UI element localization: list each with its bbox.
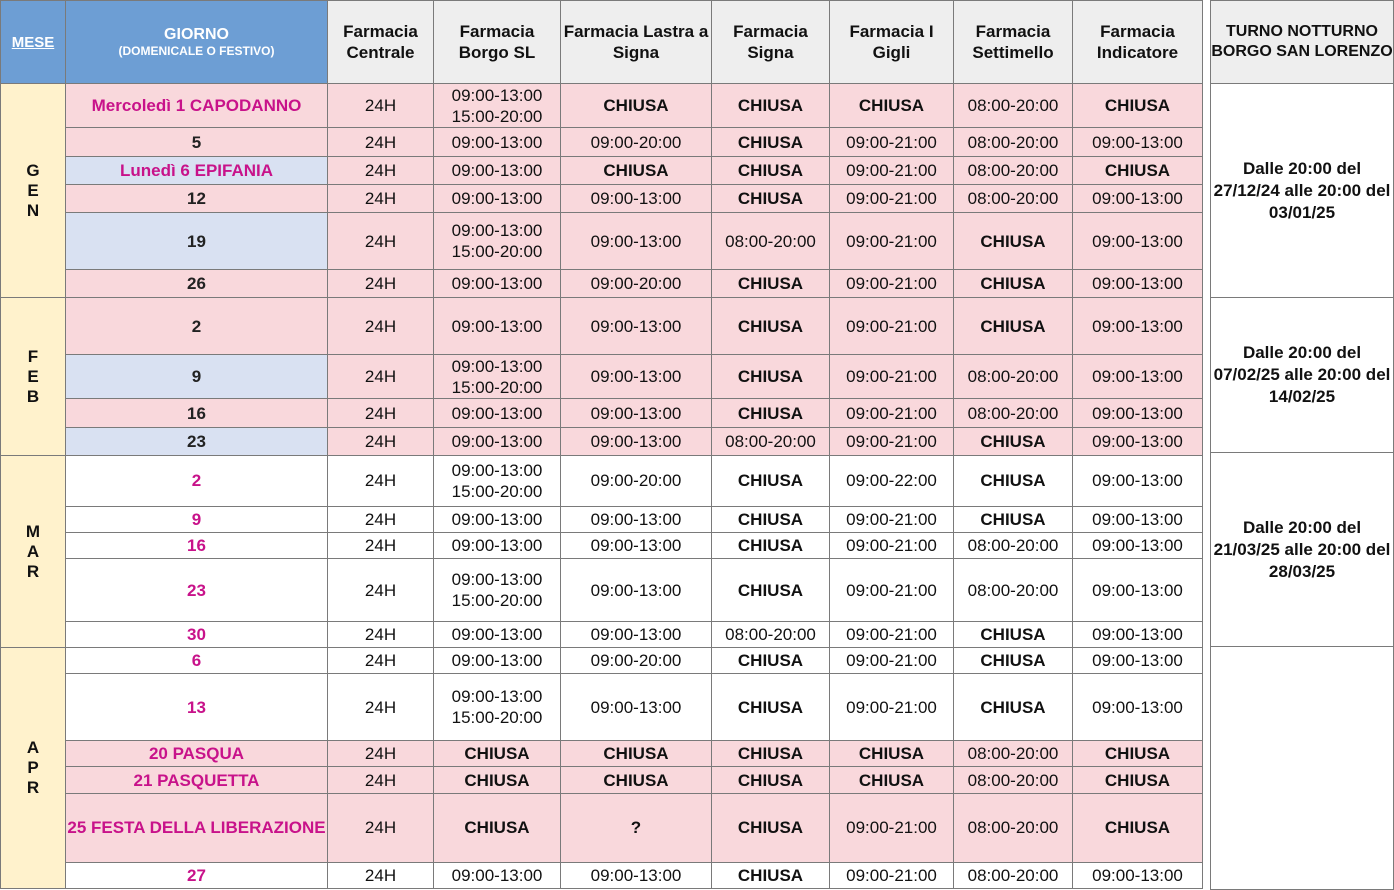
day-cell: Lunedì 6 EPIFANIA xyxy=(66,156,328,184)
cell-centrale: 24H xyxy=(328,156,434,184)
header-centrale: Farmacia Centrale xyxy=(328,1,434,84)
cell-settimello: 08:00-20:00 xyxy=(954,185,1073,213)
schedule-row xyxy=(1,128,1203,156)
cell-indicatore: CHIUSA xyxy=(1073,741,1203,767)
cell-borgo: 09:00-13:00 15:00-20:00 xyxy=(434,456,561,507)
day-cell: 23 xyxy=(66,559,328,622)
cell-indicatore: CHIUSA xyxy=(1073,156,1203,184)
cell-gigli: 09:00-21:00 xyxy=(830,862,954,888)
night-shift-gen: Dalle 20:00 del 27/12/24 alle 20:00 del 03/01/25 xyxy=(1211,84,1394,298)
cell-centrale: 24H xyxy=(328,621,434,647)
cell-gigli: CHIUSA xyxy=(830,767,954,793)
cell-settimello: CHIUSA xyxy=(954,213,1073,270)
cell-lastra: 09:00-13:00 xyxy=(561,298,712,355)
day-cell: 16 xyxy=(66,532,328,558)
month-letter: P xyxy=(27,758,39,778)
cell-signa: CHIUSA xyxy=(712,532,830,558)
cell-borgo: CHIUSA xyxy=(434,741,561,767)
cell-borgo: 09:00-13:00 xyxy=(434,532,561,558)
schedule-row xyxy=(1,427,1203,455)
cell-indicatore: 09:00-13:00 xyxy=(1073,862,1203,888)
cell-centrale: 24H xyxy=(328,128,434,156)
cell-signa: CHIUSA xyxy=(712,767,830,793)
month-letter: R xyxy=(26,778,40,798)
cell-settimello: 08:00-20:00 xyxy=(954,793,1073,862)
cell-lastra: 09:00-20:00 xyxy=(561,648,712,674)
cell-indicatore: CHIUSA xyxy=(1073,793,1203,862)
cell-centrale: 24H xyxy=(328,862,434,888)
header-giorno-label: GIORNO xyxy=(164,26,229,43)
cell-lastra: ? xyxy=(561,793,712,862)
cell-settimello: CHIUSA xyxy=(954,298,1073,355)
cell-signa: CHIUSA xyxy=(712,128,830,156)
cell-settimello: 08:00-20:00 xyxy=(954,354,1073,398)
cell-signa: CHIUSA xyxy=(712,674,830,741)
cell-borgo: 09:00-13:00 xyxy=(434,185,561,213)
cell-settimello: 08:00-20:00 xyxy=(954,741,1073,767)
cell-indicatore: 09:00-13:00 xyxy=(1073,298,1203,355)
cell-borgo: CHIUSA xyxy=(434,793,561,862)
day-cell: 30 xyxy=(66,621,328,647)
cell-signa: CHIUSA xyxy=(712,156,830,184)
cell-gigli: 09:00-21:00 xyxy=(830,185,954,213)
cell-lastra: 09:00-13:00 xyxy=(561,506,712,532)
cell-centrale: 24H xyxy=(328,793,434,862)
cell-centrale: 24H xyxy=(328,767,434,793)
cell-lastra: CHIUSA xyxy=(561,84,712,128)
cell-lastra: 09:00-13:00 xyxy=(561,862,712,888)
cell-borgo: 09:00-13:00 xyxy=(434,128,561,156)
cell-settimello: 08:00-20:00 xyxy=(954,862,1073,888)
month-letter: F xyxy=(27,346,39,366)
cell-centrale: 24H xyxy=(328,354,434,398)
cell-lastra: 09:00-20:00 xyxy=(561,270,712,298)
header-borgo: Farmacia Borgo SL xyxy=(434,1,561,84)
cell-signa: CHIUSA xyxy=(712,741,830,767)
schedule-row xyxy=(1,741,1203,767)
day-cell: 9 xyxy=(66,506,328,532)
cell-gigli: 09:00-21:00 xyxy=(830,793,954,862)
month-cell-mar xyxy=(1,456,66,648)
cell-indicatore: 09:00-13:00 xyxy=(1073,532,1203,558)
cell-signa: CHIUSA xyxy=(712,298,830,355)
cell-lastra: 09:00-13:00 xyxy=(561,621,712,647)
cell-lastra: CHIUSA xyxy=(561,741,712,767)
schedule-row xyxy=(1,399,1203,427)
day-cell: 20 PASQUA xyxy=(66,741,328,767)
month-cell-feb xyxy=(1,298,66,456)
cell-borgo: 09:00-13:00 xyxy=(434,156,561,184)
header-giorno xyxy=(66,1,328,84)
cell-settimello: CHIUSA xyxy=(954,648,1073,674)
cell-signa: CHIUSA xyxy=(712,506,830,532)
cell-indicatore: 09:00-13:00 xyxy=(1073,674,1203,741)
cell-settimello: 08:00-20:00 xyxy=(954,767,1073,793)
cell-indicatore: 09:00-13:00 xyxy=(1073,559,1203,622)
cell-borgo: 09:00-13:00 xyxy=(434,270,561,298)
cell-borgo: 09:00-13:00 15:00-20:00 xyxy=(434,354,561,398)
cell-settimello: 08:00-20:00 xyxy=(954,532,1073,558)
cell-indicatore: 09:00-13:00 xyxy=(1073,648,1203,674)
day-cell: 9 xyxy=(66,354,328,398)
month-letter: R xyxy=(26,561,40,581)
cell-lastra: 09:00-13:00 xyxy=(561,399,712,427)
cell-settimello: 08:00-20:00 xyxy=(954,399,1073,427)
day-cell: 23 xyxy=(66,427,328,455)
header-lastra: Farmacia Lastra a Signa xyxy=(561,1,712,84)
night-shift-feb: Dalle 20:00 del 07/02/25 alle 20:00 del 14/02/25 xyxy=(1211,298,1394,453)
schedule-row xyxy=(1,298,1203,355)
header-row xyxy=(1,1,1203,84)
cell-gigli: 09:00-21:00 xyxy=(830,298,954,355)
cell-signa: 08:00-20:00 xyxy=(712,213,830,270)
cell-indicatore: 09:00-13:00 xyxy=(1073,354,1203,398)
cell-gigli: 09:00-21:00 xyxy=(830,270,954,298)
cell-lastra: 09:00-20:00 xyxy=(561,128,712,156)
cell-borgo: 09:00-13:00 15:00-20:00 xyxy=(434,84,561,128)
month-letter: G xyxy=(26,160,40,180)
header-giorno-sub: (DOMENICALE O FESTIVO) xyxy=(118,44,275,58)
cell-lastra: 09:00-13:00 xyxy=(561,213,712,270)
cell-gigli: 09:00-22:00 xyxy=(830,456,954,507)
day-cell: 16 xyxy=(66,399,328,427)
schedule-row xyxy=(1,532,1203,558)
cell-centrale: 24H xyxy=(328,741,434,767)
month-letter: B xyxy=(26,386,40,406)
month-letter: A xyxy=(26,738,40,758)
header-mese: MESE xyxy=(1,1,66,84)
cell-indicatore: 09:00-13:00 xyxy=(1073,427,1203,455)
night-shift-table xyxy=(1210,0,1394,890)
cell-indicatore: 09:00-13:00 xyxy=(1073,185,1203,213)
header-signa: Farmacia Signa xyxy=(712,1,830,84)
schedule-row xyxy=(1,767,1203,793)
cell-lastra: 09:00-13:00 xyxy=(561,559,712,622)
day-cell: 2 xyxy=(66,298,328,355)
cell-signa: CHIUSA xyxy=(712,270,830,298)
cell-borgo: 09:00-13:00 xyxy=(434,506,561,532)
schedule-row xyxy=(1,674,1203,741)
cell-lastra: CHIUSA xyxy=(561,767,712,793)
cell-indicatore: 09:00-13:00 xyxy=(1073,621,1203,647)
cell-indicatore: 09:00-13:00 xyxy=(1073,128,1203,156)
header-settimello: Farmacia Settimello xyxy=(954,1,1073,84)
cell-gigli: 09:00-21:00 xyxy=(830,427,954,455)
day-cell: 26 xyxy=(66,270,328,298)
cell-borgo: 09:00-13:00 xyxy=(434,648,561,674)
schedule-row xyxy=(1,456,1203,507)
cell-gigli: 09:00-21:00 xyxy=(830,648,954,674)
night-shift-mar: Dalle 20:00 del 21/03/25 alle 20:00 del 28/03/25 xyxy=(1211,453,1394,647)
cell-signa: CHIUSA xyxy=(712,456,830,507)
cell-lastra: CHIUSA xyxy=(561,156,712,184)
schedule-row xyxy=(1,793,1203,862)
cell-gigli: 09:00-21:00 xyxy=(830,156,954,184)
month-cell-apr xyxy=(1,648,66,889)
cell-borgo: CHIUSA xyxy=(434,767,561,793)
day-cell: 5 xyxy=(66,128,328,156)
cell-lastra: 09:00-13:00 xyxy=(561,354,712,398)
cell-signa: CHIUSA xyxy=(712,399,830,427)
cell-indicatore: 09:00-13:00 xyxy=(1073,456,1203,507)
schedule-row xyxy=(1,213,1203,270)
day-cell: 21 PASQUETTA xyxy=(66,767,328,793)
cell-settimello: 08:00-20:00 xyxy=(954,559,1073,622)
cell-borgo: 09:00-13:00 xyxy=(434,621,561,647)
cell-centrale: 24H xyxy=(328,213,434,270)
cell-gigli: 09:00-21:00 xyxy=(830,532,954,558)
night-shift-panel xyxy=(1210,0,1394,889)
cell-gigli: 09:00-21:00 xyxy=(830,674,954,741)
cell-gigli: 09:00-21:00 xyxy=(830,621,954,647)
cell-centrale: 24H xyxy=(328,648,434,674)
cell-settimello: CHIUSA xyxy=(954,621,1073,647)
cell-signa: CHIUSA xyxy=(712,793,830,862)
cell-gigli: 09:00-21:00 xyxy=(830,354,954,398)
cell-signa: CHIUSA xyxy=(712,354,830,398)
cell-borgo: 09:00-13:00 xyxy=(434,427,561,455)
cell-signa: CHIUSA xyxy=(712,862,830,888)
cell-borgo: 09:00-13:00 15:00-20:00 xyxy=(434,559,561,622)
cell-lastra: 09:00-13:00 xyxy=(561,674,712,741)
schedule-row xyxy=(1,270,1203,298)
cell-lastra: 09:00-13:00 xyxy=(561,185,712,213)
schedule-row xyxy=(1,156,1203,184)
schedule-row xyxy=(1,84,1203,128)
cell-gigli: 09:00-21:00 xyxy=(830,559,954,622)
cell-centrale: 24H xyxy=(328,298,434,355)
cell-settimello: 08:00-20:00 xyxy=(954,128,1073,156)
month-letter: M xyxy=(25,521,41,541)
cell-lastra: 09:00-20:00 xyxy=(561,456,712,507)
cell-signa: CHIUSA xyxy=(712,185,830,213)
cell-gigli: 09:00-21:00 xyxy=(830,399,954,427)
schedule-body xyxy=(1,84,1203,889)
cell-signa: CHIUSA xyxy=(712,84,830,128)
cell-signa: CHIUSA xyxy=(712,559,830,622)
cell-gigli: 09:00-21:00 xyxy=(830,128,954,156)
day-cell: 13 xyxy=(66,674,328,741)
schedule-row xyxy=(1,354,1203,398)
cell-indicatore: 09:00-13:00 xyxy=(1073,399,1203,427)
cell-settimello: CHIUSA xyxy=(954,674,1073,741)
cell-borgo: 09:00-13:00 xyxy=(434,862,561,888)
cell-settimello: CHIUSA xyxy=(954,270,1073,298)
cell-gigli: 09:00-21:00 xyxy=(830,506,954,532)
cell-settimello: CHIUSA xyxy=(954,506,1073,532)
cell-gigli: 09:00-21:00 xyxy=(830,213,954,270)
cell-indicatore: 09:00-13:00 xyxy=(1073,506,1203,532)
month-letter: E xyxy=(27,180,39,200)
cell-centrale: 24H xyxy=(328,456,434,507)
day-cell: 19 xyxy=(66,213,328,270)
month-letter: E xyxy=(27,366,39,386)
cell-signa: 08:00-20:00 xyxy=(712,427,830,455)
cell-gigli: CHIUSA xyxy=(830,741,954,767)
cell-centrale: 24H xyxy=(328,399,434,427)
cell-centrale: 24H xyxy=(328,674,434,741)
header-indicatore: Farmacia Indicatore xyxy=(1073,1,1203,84)
cell-borgo: 09:00-13:00 xyxy=(434,298,561,355)
schedule-row xyxy=(1,648,1203,674)
cell-indicatore: CHIUSA xyxy=(1073,84,1203,128)
month-letter: N xyxy=(26,200,40,220)
cell-indicatore: 09:00-13:00 xyxy=(1073,270,1203,298)
night-shift-apr-empty xyxy=(1211,647,1394,890)
month-cell-gen xyxy=(1,84,66,298)
day-cell: 6 xyxy=(66,648,328,674)
schedule-row xyxy=(1,559,1203,622)
day-cell: 25 FESTA DELLA LIBERAZIONE xyxy=(66,793,328,862)
cell-borgo: 09:00-13:00 15:00-20:00 xyxy=(434,213,561,270)
schedule-row xyxy=(1,621,1203,647)
header-gigli: Farmacia I Gigli xyxy=(830,1,954,84)
cell-centrale: 24H xyxy=(328,506,434,532)
day-cell: 27 xyxy=(66,862,328,888)
cell-settimello: CHIUSA xyxy=(954,456,1073,507)
cell-borgo: 09:00-13:00 15:00-20:00 xyxy=(434,674,561,741)
month-letter: A xyxy=(26,541,40,561)
cell-indicatore: CHIUSA xyxy=(1073,767,1203,793)
cell-settimello: 08:00-20:00 xyxy=(954,84,1073,128)
cell-lastra: 09:00-13:00 xyxy=(561,427,712,455)
cell-centrale: 24H xyxy=(328,532,434,558)
cell-signa: 08:00-20:00 xyxy=(712,621,830,647)
cell-centrale: 24H xyxy=(328,270,434,298)
schedule-row xyxy=(1,862,1203,888)
cell-centrale: 24H xyxy=(328,84,434,128)
cell-gigli: CHIUSA xyxy=(830,84,954,128)
cell-centrale: 24H xyxy=(328,185,434,213)
day-cell: Mercoledì 1 CAPODANNO xyxy=(66,84,328,128)
schedule-row xyxy=(1,506,1203,532)
cell-settimello: 08:00-20:00 xyxy=(954,156,1073,184)
cell-centrale: 24H xyxy=(328,559,434,622)
cell-signa: CHIUSA xyxy=(712,648,830,674)
cell-centrale: 24H xyxy=(328,427,434,455)
cell-indicatore: 09:00-13:00 xyxy=(1073,213,1203,270)
cell-lastra: 09:00-13:00 xyxy=(561,532,712,558)
cell-borgo: 09:00-13:00 xyxy=(434,399,561,427)
day-cell: 2 xyxy=(66,456,328,507)
day-cell: 12 xyxy=(66,185,328,213)
schedule-row xyxy=(1,185,1203,213)
night-shift-title: TURNO NOTTURNO BORGO SAN LORENZO xyxy=(1211,1,1394,84)
cell-settimello: CHIUSA xyxy=(954,427,1073,455)
